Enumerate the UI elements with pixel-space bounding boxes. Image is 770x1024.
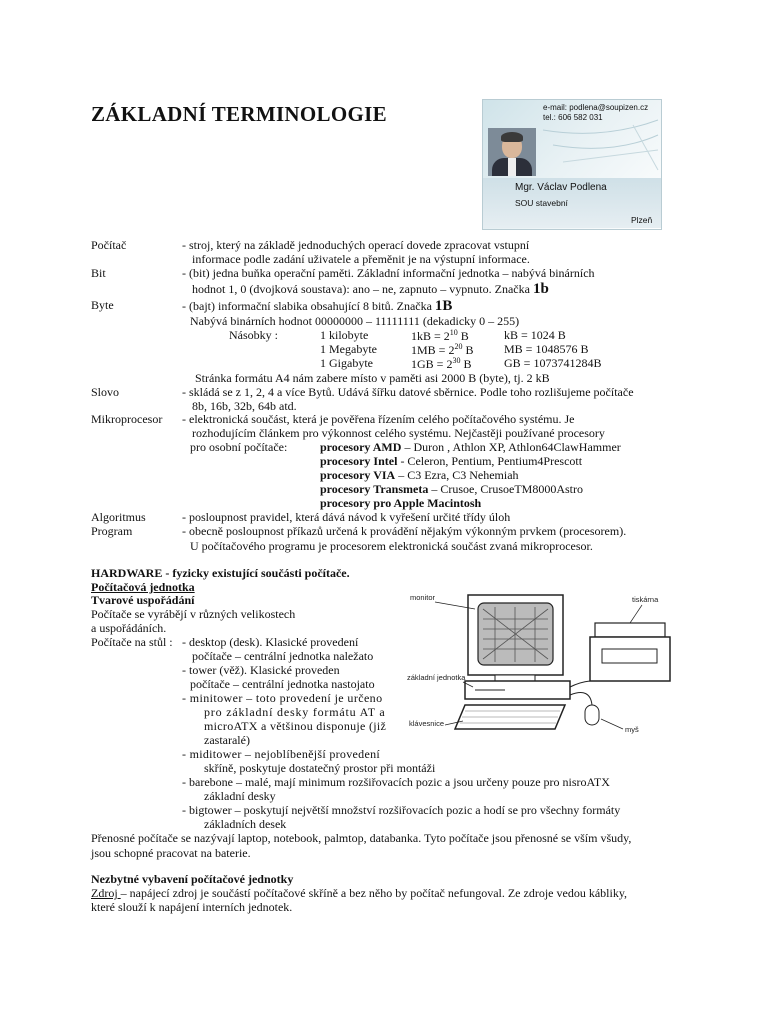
hardware-intro-2: a uspořádáních. [91,621,167,635]
portable-2: jsou schopné pracovat na baterie. [91,846,251,860]
case-item: základní desky [204,789,276,803]
term-program: Program [91,524,133,538]
zdroj-text: – napájecí zdroj je součástí počítačové skříně a bez něho by počítač nefungoval. Ze zdroje vedou kábliky, [120,886,628,900]
term-pocitac: Počítač [91,238,127,252]
def-mikro-1: - elektronická součást, která je pověřena řízením celého počítačového systému. Je [182,412,575,426]
author-card [482,99,662,230]
bit-mark: 1b [532,281,549,297]
label-mouse: myš [625,725,639,734]
case-item: základních desek [204,817,287,831]
def-mikro-2: rozhodujícím článkem pro výkonnost celého systému. Nejčastěji používané procesory [192,426,605,440]
def-program-1: - obecně posloupnost příkazů určená k provádění nějakým výkonným prvkem (procesorem). [182,524,627,538]
case-item: - desktop (desk). Klasické provedení [182,635,359,649]
equipment-zdroj-2: které slouží k napájení interních jednotek. [91,900,293,914]
case-item: počítače – centrální jednotka naležato [192,649,374,663]
card-school: SOU stavební [515,198,568,208]
multiple-val: kB = 1024 B [504,328,566,342]
case-item: skříně, poskytuje dostatečný prostor při montáži [204,761,436,775]
equipment-heading: Nezbytné vybavení počítačové jednotky [91,872,294,886]
term-algoritmus: Algoritmus [91,510,146,524]
case-item: - minitower – toto provedení je určeno [182,691,383,705]
zdroj-label: Zdroj [91,886,121,900]
def-bit-2 [192,281,549,298]
desk-label: Počítače na stůl : [91,635,173,649]
multiple-val: MB = 1048576 B [504,342,589,356]
multiple-sym: $1kB = 2^{10}$ B [411,328,469,343]
hardware-heading: HARDWARE - fyzicky existující součásti počítače. [91,566,350,580]
byte-mark: 1B [434,298,453,314]
def-bit-1: - (bit) jedna buňka operační paměti. Základní informační jednotka – nabývá binárních [182,266,595,280]
processor-line: procesory AMD – Duron , Athlon XP, Athlon64ClawHammer [320,440,621,454]
case-item: počítače – centrální jednotka nastojato [190,677,375,691]
term-mikroprocesor: Mikroprocesor [91,412,163,426]
card-name: Mgr. Václav Podlena [515,182,607,193]
processor-line: procesory VIA – C3 Ezra, C3 Nehemiah [320,468,519,482]
portable-1: Přenosné počítače se nazývají laptop, notebook, palmtop, databanka. Tyto počítače jsou přenosné se vším všudy, [91,831,632,845]
processor-line: procesory Transmeta – Crusoe, CrusoeTM8000Astro [320,482,583,496]
case-item: - miditower – nejoblíbenější provedení [182,747,381,761]
def-bit-2-text: hodnot 1, 0 (dvojková soustava): ano – ne, zapnuto – vypnuto. Značka [192,282,530,296]
case-item: zastaralé) [204,733,250,747]
case-item: - tower (věž). Klasické proveden [182,663,340,677]
def-byte-1 [182,298,452,315]
case-item: microATX a většinou disponuje (již [204,719,387,733]
term-bit: Bit [91,266,106,280]
case-item: - bigtower – poskytují největší množství rozšiřovacích pozic a hodí se pro všechny formáty [182,803,621,817]
processor-line: procesory Intel - Celeron, Pentium, Pentium4Prescott [320,454,583,468]
def-byte-1-text: - (bajt) informační slabika obsahující 8 bitů. Značka [182,299,432,313]
case-item: - barebone – malé, mají minimum rozšiřovacích pozic a jsou určeny pouze pro nisroATX [182,775,610,789]
computer-illustration [405,587,680,757]
label-monitor: monitor [410,593,436,602]
term-byte: Byte [91,298,114,312]
hardware-intro-1: Počítače se vyrábějí v různých velikostech [91,607,296,621]
def-byte-3: Stránka formátu A4 nám zabere místo v paměti asi 2000 B (byte), tj. 2 kB [195,371,550,385]
def-slovo-1: - skládá se z 1, 2, 4 a více Bytů. Udává šířku datové sběrnice. Podle toho rozlišujeme počítače [182,385,634,399]
multiple-name: 1 Megabyte [320,342,377,356]
author-photo [488,128,536,176]
multiple-name: 1 kilobyte [320,328,369,342]
term-slovo: Slovo [91,385,120,399]
def-mikro-3: pro osobní počítače: [190,440,288,454]
def-pocitac-2: informace podle zadání uživatele a přeměnit je na výstupní informace. [192,252,530,266]
equipment-zdroj [91,886,627,901]
case-item: pro základní desky formátu AT a [204,705,386,719]
def-program-2: U počítačového programu je procesorem elektronická součást zvaná mikroprocesor. [190,539,593,553]
def-pocitac-1: - stroj, který na základě jednoduchých operací dovede zpracovat vstupní [182,238,530,252]
label-keyboard: klávesnice [409,719,445,728]
def-algoritmus: - posloupnost pravidel, která dává návod k vyřešení určité třídy úloh [182,510,511,524]
card-city: Plzeň [631,215,653,225]
hardware-sub1: Počítačová jednotka [91,580,195,594]
label-printer: tiskárna [632,595,659,604]
multiples-label: Násobky : [229,328,278,342]
def-slovo-2: 8b, 16b, 32b, 64b atd. [192,399,297,413]
def-byte-2: Nabývá binárních hodnot 00000000 – 11111111 (dekadicky 0 – 255) [190,314,520,328]
card-email: e-mail: podlena@soupizen.cz [543,103,649,112]
hardware-sub2: Tvarové uspořádání [91,593,195,607]
card-phone: tel.: 606 582 031 [543,113,603,122]
multiple-val: GB = 1073741284B [504,356,602,370]
multiple-sym: $1GB = 2^{30}$ B [411,356,472,371]
processor-line: procesory pro Apple Macintosh [320,496,482,510]
multiple-name: 1 Gigabyte [320,356,373,370]
page-title: ZÁKLADNÍ TERMINOLOGIE [91,102,387,126]
label-unit: základní jednotka [407,673,466,682]
multiple-sym: $1MB = 2^{20}$ B [411,342,474,357]
